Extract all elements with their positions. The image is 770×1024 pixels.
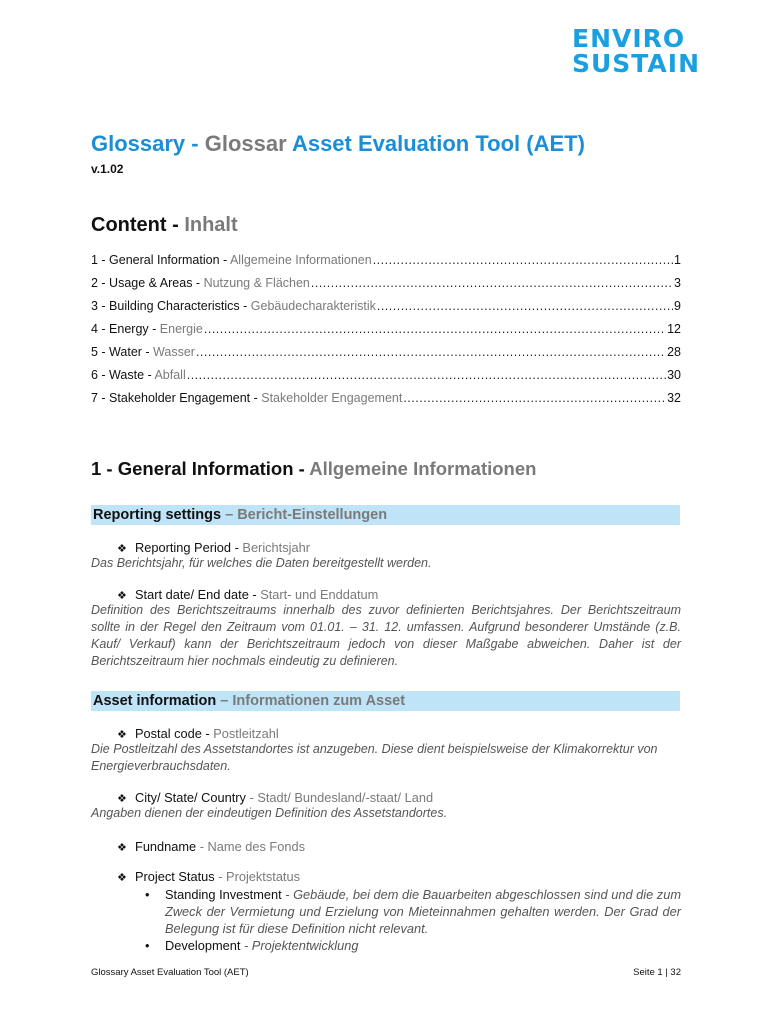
logo-line-1: ENVIRO: [572, 24, 686, 53]
toc-entry-3[interactable]: [91, 299, 681, 322]
toc-leader: [373, 253, 673, 267]
item-term-de: Start- und Enddatum: [260, 587, 379, 602]
toc-page: 28: [667, 345, 681, 359]
toc-page: 9: [674, 299, 681, 313]
bullet-dot-icon: •: [145, 938, 150, 953]
toc-label-de: Energie: [159, 322, 203, 336]
list-item: [143, 886, 681, 937]
item-description: Die Postleitzahl des Assetstandortes ist anzugeben. Diese dient beispielsweise der Klimakorrektur von Energieverbrauchsdaten.: [91, 742, 658, 773]
footer-title: Glossary Asset Evaluation Tool (AET): [91, 967, 249, 978]
toc-page: 12: [667, 322, 681, 336]
toc-page: 3: [674, 276, 681, 290]
bullet-dot-icon: •: [145, 887, 150, 902]
footer-page-number: Seite 1 | 32: [633, 967, 681, 978]
toc-entry-6[interactable]: [91, 368, 681, 391]
toc-leader: [311, 276, 673, 290]
glossary-item-city: [91, 790, 681, 822]
diamond-bullet-icon: ❖: [117, 543, 127, 555]
item-term-en: City/ State/ Country: [135, 790, 250, 805]
toc-entry-7[interactable]: [91, 391, 681, 414]
toc-entry-4[interactable]: [91, 322, 681, 345]
item-term-de: Berichtsjahr: [242, 540, 310, 555]
diamond-bullet-icon: ❖: [117, 842, 127, 854]
content-heading-de: Inhalt: [184, 214, 238, 236]
version-label: v.1.02: [91, 162, 124, 176]
glossary-item-fundname: [91, 839, 681, 854]
toc-entry-2[interactable]: [91, 276, 681, 299]
toc-leader: [377, 299, 673, 313]
toc-label-de: Allgemeine Informationen: [229, 253, 372, 267]
toc-label-en: 7 - Stakeholder Engagement -: [91, 391, 262, 405]
title-en: Glossary -: [91, 131, 205, 156]
toc-label-en: 6 - Waste -: [91, 368, 155, 382]
toc-label-de: Abfall: [154, 368, 186, 382]
subsection-bar-reporting: [91, 505, 680, 525]
item-term-en: Start date/ End date -: [135, 587, 261, 602]
logo-line-2: SUSTAIN: [572, 49, 700, 78]
item-term-en: Project Status: [135, 869, 219, 884]
toc-leader: [204, 322, 666, 336]
toc-label-en: 4 - Energy -: [91, 322, 160, 336]
item-term-en: Postal code -: [135, 726, 214, 741]
toc-label-de: Nutzung & Flächen: [203, 276, 310, 290]
content-heading: [91, 214, 238, 237]
toc-entry-5[interactable]: [91, 345, 681, 368]
title-tool: Asset Evaluation Tool (AET): [286, 131, 585, 156]
glossary-item-reporting-period: [91, 540, 681, 572]
list-item-en: Development: [165, 938, 241, 953]
item-term-de: - Projektstatus: [218, 869, 301, 884]
item-description: Definition des Berichtszeitraums innerhalb des zuvor definierten Berichtsjahres. Der Berichtszeitraum sollte in der Regel den Zeitraum vom 01.01. – 31. 12. umfassen. Aufgrund besonderer Umstände (z.B. Kauf/ Verkauf) kann der Berichtszeitraum jedoch von dieser Maßgabe abweichen. Daher ist der Berichtszeitraum hier nochmals eindeutig zu definieren.: [91, 603, 681, 668]
bar-de: – Informationen zum Asset: [216, 693, 406, 709]
list-item-de: - Projektentwicklung: [240, 938, 359, 953]
toc-label-en: 3 - Building Characteristics -: [91, 299, 251, 313]
section-heading-de: Allgemeine Informationen: [309, 458, 537, 479]
section-heading-en: 1 - General Information -: [91, 458, 310, 479]
toc-label-en: 5 - Water -: [91, 345, 154, 359]
table-of-contents: [91, 253, 681, 414]
page-footer: [91, 967, 681, 978]
item-term-de: - Stadt/ Bundesland/-staat/ Land: [249, 790, 434, 805]
glossary-item-project-status: [91, 869, 681, 884]
diamond-bullet-icon: ❖: [117, 793, 127, 805]
toc-page: 32: [667, 391, 681, 405]
title-de: Glossar: [204, 131, 287, 156]
list-item-en: Standing Investment: [165, 887, 282, 902]
toc-label-en: 2 - Usage & Areas -: [91, 276, 204, 290]
item-term-de: - Name des Fonds: [199, 839, 305, 854]
diamond-bullet-icon: ❖: [117, 590, 127, 602]
toc-page: 1: [674, 253, 681, 267]
item-term-de: Postleitzahl: [213, 726, 279, 741]
item-description: Angaben dienen der eindeutigen Definition des Assetstandortes.: [91, 806, 448, 820]
toc-leader: [196, 345, 666, 359]
toc-leader: [187, 368, 666, 382]
subsection-bar-asset: [91, 691, 680, 711]
toc-leader: [403, 391, 666, 405]
diamond-bullet-icon: ❖: [117, 872, 127, 884]
item-term-en: Fundname: [135, 839, 200, 854]
toc-label-en: 1 - General Information -: [91, 253, 230, 267]
toc-page: 30: [667, 368, 681, 382]
toc-label-de: Stakeholder Engagement: [261, 391, 403, 405]
toc-entry-1[interactable]: [91, 253, 681, 276]
company-logo: [572, 26, 732, 76]
diamond-bullet-icon: ❖: [117, 729, 127, 741]
list-item: [143, 937, 681, 954]
bar-en: Asset information: [93, 693, 217, 709]
content-heading-en: Content -: [91, 214, 185, 236]
page-title: [91, 131, 585, 157]
bar-en: Reporting settings: [93, 507, 222, 523]
project-status-list: [143, 886, 681, 954]
item-term-en: Reporting Period -: [135, 540, 243, 555]
toc-label-de: Gebäudecharakteristik: [250, 299, 376, 313]
glossary-item-start-end-date: [91, 587, 681, 670]
glossary-item-postal-code: [91, 726, 681, 775]
toc-label-de: Wasser: [153, 345, 195, 359]
item-description: Das Berichtsjahr, für welches die Daten bereitgestellt werden.: [91, 556, 432, 570]
list-item-de: - Gebäude, bei dem die Bauarbeiten abgeschlossen sind und die zum Zweck der Vermietung und Erzielung von Mieteinnahmen gehalten werden. Der Grad der Belegung ist für diese Definition nicht relevant.: [165, 887, 681, 936]
bar-de: – Bericht-Einstellungen: [221, 507, 388, 523]
section-heading-general: [91, 458, 536, 480]
